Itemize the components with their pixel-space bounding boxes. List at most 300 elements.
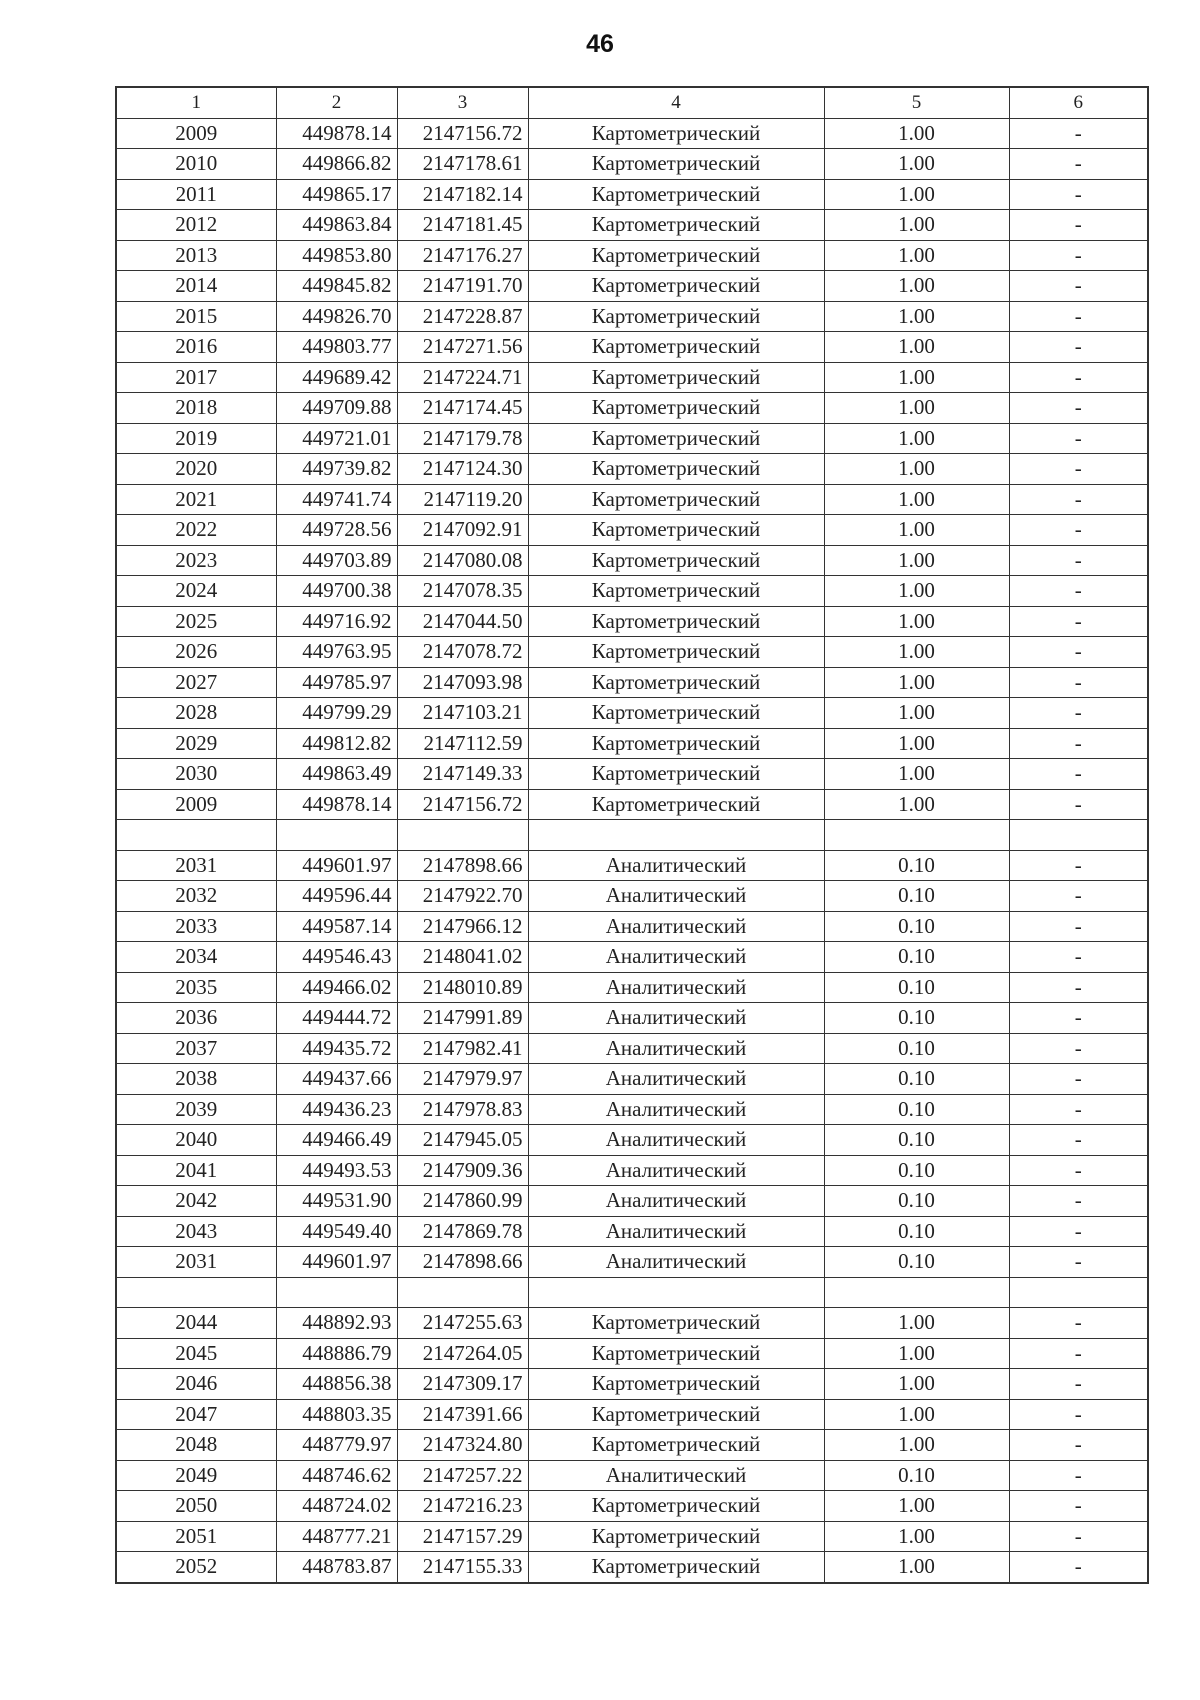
table-cell: Картометрический	[528, 1338, 824, 1369]
table-cell: 2026	[116, 637, 276, 668]
table-cell: Картометрический	[528, 179, 824, 210]
table-cell: Аналитический	[528, 972, 824, 1003]
table-cell: 2147119.20	[397, 484, 528, 515]
table-row	[116, 667, 1148, 698]
table-cell: Картометрический	[528, 606, 824, 637]
table-cell: 449596.44	[276, 881, 397, 912]
table-cell: 2011	[116, 179, 276, 210]
table-cell: 2051	[116, 1521, 276, 1552]
table-cell: 2038	[116, 1064, 276, 1095]
table-cell: -	[1009, 1064, 1148, 1095]
table-cell: -	[1009, 1491, 1148, 1522]
table-cell: -	[1009, 423, 1148, 454]
table-cell: 448746.62	[276, 1460, 397, 1491]
table-row	[116, 1521, 1148, 1552]
table-cell: 449878.14	[276, 118, 397, 149]
table-cell: 2027	[116, 667, 276, 698]
table-cell: Картометрический	[528, 759, 824, 790]
table-cell: 2147224.71	[397, 362, 528, 393]
table-cell	[397, 820, 528, 851]
separator-row	[116, 820, 1148, 851]
table-cell: Аналитический	[528, 911, 824, 942]
table-cell: 2147179.78	[397, 423, 528, 454]
table-cell: 2147103.21	[397, 698, 528, 729]
table-cell: -	[1009, 1125, 1148, 1156]
table-cell: 2147155.33	[397, 1552, 528, 1583]
table-cell	[276, 1277, 397, 1308]
table-cell: 1.00	[824, 210, 1009, 241]
table-row	[116, 1064, 1148, 1095]
table-cell: 449435.72	[276, 1033, 397, 1064]
table-cell: -	[1009, 1155, 1148, 1186]
table-cell: 448783.87	[276, 1552, 397, 1583]
table-cell: 2147178.61	[397, 149, 528, 180]
table-cell	[116, 820, 276, 851]
table-cell: -	[1009, 179, 1148, 210]
table-row	[116, 1430, 1148, 1461]
table-row	[116, 240, 1148, 271]
table-cell: 1.00	[824, 301, 1009, 332]
table-cell: 1.00	[824, 271, 1009, 302]
table-cell: 1.00	[824, 332, 1009, 363]
table-cell: -	[1009, 576, 1148, 607]
table-cell: 2030	[116, 759, 276, 790]
table-cell: 2147991.89	[397, 1003, 528, 1034]
table-cell: -	[1009, 911, 1148, 942]
table-row	[116, 1460, 1148, 1491]
table-row	[116, 942, 1148, 973]
table-cell: 2021	[116, 484, 276, 515]
table-cell: 0.10	[824, 1247, 1009, 1278]
table-cell: -	[1009, 240, 1148, 271]
table-cell: -	[1009, 637, 1148, 668]
table-cell: 2148010.89	[397, 972, 528, 1003]
table-cell: 0.10	[824, 1216, 1009, 1247]
table-row	[116, 972, 1148, 1003]
table-row	[116, 484, 1148, 515]
table-cell: 0.10	[824, 850, 1009, 881]
table-cell: 448892.93	[276, 1308, 397, 1339]
table-row	[116, 698, 1148, 729]
table-cell: 449863.49	[276, 759, 397, 790]
table-cell: 449826.70	[276, 301, 397, 332]
table-cell: 2147979.97	[397, 1064, 528, 1095]
table-cell: 1.00	[824, 1521, 1009, 1552]
page-number: 46	[586, 30, 614, 58]
table-cell: 2147257.22	[397, 1460, 528, 1491]
table-cell: Картометрический	[528, 698, 824, 729]
table-cell: 2147966.12	[397, 911, 528, 942]
table-cell: 449587.14	[276, 911, 397, 942]
table-row	[116, 332, 1148, 363]
table-cell: 2147174.45	[397, 393, 528, 424]
table-cell: 449785.97	[276, 667, 397, 698]
table-cell: 1.00	[824, 1369, 1009, 1400]
table-cell: 2147309.17	[397, 1369, 528, 1400]
table-cell: 0.10	[824, 1094, 1009, 1125]
table-body	[116, 87, 1148, 1583]
table-cell: 449863.84	[276, 210, 397, 241]
table-cell: 0.10	[824, 972, 1009, 1003]
table-cell: -	[1009, 1399, 1148, 1430]
table-cell: 2147149.33	[397, 759, 528, 790]
separator-row	[116, 1277, 1148, 1308]
table-cell: 1.00	[824, 759, 1009, 790]
column-header: 6	[1009, 87, 1148, 118]
table-cell: -	[1009, 972, 1148, 1003]
table-cell: 2147092.91	[397, 515, 528, 546]
table-cell: Картометрический	[528, 423, 824, 454]
table-cell: 2041	[116, 1155, 276, 1186]
table-cell: 2147124.30	[397, 454, 528, 485]
table-cell: 449763.95	[276, 637, 397, 668]
table-cell: 449601.97	[276, 850, 397, 881]
table-row	[116, 423, 1148, 454]
table-cell: -	[1009, 1247, 1148, 1278]
table-row	[116, 1033, 1148, 1064]
table-cell: 1.00	[824, 1430, 1009, 1461]
table-cell: -	[1009, 545, 1148, 576]
table-cell: -	[1009, 271, 1148, 302]
table-row	[116, 545, 1148, 576]
table-cell: 449866.82	[276, 149, 397, 180]
column-header: 1	[116, 87, 276, 118]
table-cell: -	[1009, 362, 1148, 393]
table-row	[116, 1338, 1148, 1369]
table-cell: Картометрический	[528, 1491, 824, 1522]
table-row	[116, 1216, 1148, 1247]
table-cell: 1.00	[824, 789, 1009, 820]
table-cell: 2147978.83	[397, 1094, 528, 1125]
table-cell: 0.10	[824, 1155, 1009, 1186]
table-row	[116, 362, 1148, 393]
table-cell: 449803.77	[276, 332, 397, 363]
table-cell: -	[1009, 789, 1148, 820]
table-cell: 2050	[116, 1491, 276, 1522]
table-cell: 2147898.66	[397, 850, 528, 881]
table-cell: 2147176.27	[397, 240, 528, 271]
table-cell: Картометрический	[528, 1430, 824, 1461]
table-cell: 2039	[116, 1094, 276, 1125]
column-header: 2	[276, 87, 397, 118]
table-cell	[1009, 1277, 1148, 1308]
table-cell: 0.10	[824, 1003, 1009, 1034]
table-cell: 449728.56	[276, 515, 397, 546]
table-cell: 2048	[116, 1430, 276, 1461]
table-cell: Картометрический	[528, 271, 824, 302]
table-row	[116, 515, 1148, 546]
table-cell: 0.10	[824, 1064, 1009, 1095]
table-cell: 2020	[116, 454, 276, 485]
table-cell	[528, 820, 824, 851]
table-cell: 2017	[116, 362, 276, 393]
table-cell: Аналитический	[528, 1460, 824, 1491]
table-cell: 2031	[116, 850, 276, 881]
table-cell: 449845.82	[276, 271, 397, 302]
table-cell: 448777.21	[276, 1521, 397, 1552]
coordinates-table	[115, 86, 1149, 1584]
table-row	[116, 850, 1148, 881]
table-row	[116, 1003, 1148, 1034]
table-cell: 449739.82	[276, 454, 397, 485]
table-cell: Картометрический	[528, 1399, 824, 1430]
table-cell: 2046	[116, 1369, 276, 1400]
table-row	[116, 1491, 1148, 1522]
table-cell: 449437.66	[276, 1064, 397, 1095]
table-cell: Аналитический	[528, 1003, 824, 1034]
table-cell: 2147216.23	[397, 1491, 528, 1522]
table-cell: 2147093.98	[397, 667, 528, 698]
table-cell: -	[1009, 850, 1148, 881]
table-cell: 2045	[116, 1338, 276, 1369]
table-cell: Аналитический	[528, 1033, 824, 1064]
table-row	[116, 759, 1148, 790]
table-cell: 2018	[116, 393, 276, 424]
table-header-row	[116, 87, 1148, 118]
table-cell	[276, 820, 397, 851]
table-cell: 1.00	[824, 728, 1009, 759]
table-cell: -	[1009, 332, 1148, 363]
table-cell: -	[1009, 942, 1148, 973]
table-cell: 2147181.45	[397, 210, 528, 241]
table-cell: 2049	[116, 1460, 276, 1491]
table-cell: -	[1009, 1338, 1148, 1369]
table-cell: 2147044.50	[397, 606, 528, 637]
table-cell: 1.00	[824, 484, 1009, 515]
table-row	[116, 1399, 1148, 1430]
table-row	[116, 301, 1148, 332]
table-cell: Аналитический	[528, 1094, 824, 1125]
table-cell: -	[1009, 759, 1148, 790]
table-cell: 2032	[116, 881, 276, 912]
table-cell	[397, 1277, 528, 1308]
table-cell: -	[1009, 1369, 1148, 1400]
table-row	[116, 606, 1148, 637]
table-row	[116, 789, 1148, 820]
table-cell: 2047	[116, 1399, 276, 1430]
table-cell: -	[1009, 118, 1148, 149]
table-cell: 449436.23	[276, 1094, 397, 1125]
table-cell: Картометрический	[528, 210, 824, 241]
table-cell: -	[1009, 1186, 1148, 1217]
table-cell: 2044	[116, 1308, 276, 1339]
table-cell: 449812.82	[276, 728, 397, 759]
table-cell: 449493.53	[276, 1155, 397, 1186]
table-cell: Аналитический	[528, 1186, 824, 1217]
table-cell: 2012	[116, 210, 276, 241]
table-cell: -	[1009, 1521, 1148, 1552]
table-cell: 0.10	[824, 1460, 1009, 1491]
column-header: 3	[397, 87, 528, 118]
table-cell: 2031	[116, 1247, 276, 1278]
table-cell: Картометрический	[528, 789, 824, 820]
table-cell: 448724.02	[276, 1491, 397, 1522]
table-cell: 1.00	[824, 667, 1009, 698]
table-cell: 2147898.66	[397, 1247, 528, 1278]
table-cell: 2015	[116, 301, 276, 332]
table-cell: Картометрический	[528, 1308, 824, 1339]
table-cell: -	[1009, 728, 1148, 759]
table-cell: -	[1009, 1094, 1148, 1125]
table-cell: 2036	[116, 1003, 276, 1034]
column-header: 5	[824, 87, 1009, 118]
table-row	[116, 1369, 1148, 1400]
table-cell: 0.10	[824, 881, 1009, 912]
table-row	[116, 179, 1148, 210]
table-cell: Картометрический	[528, 240, 824, 271]
table-row	[116, 881, 1148, 912]
table-cell: 1.00	[824, 545, 1009, 576]
table-cell: 1.00	[824, 698, 1009, 729]
table-cell: 2147157.29	[397, 1521, 528, 1552]
table-cell: 449466.02	[276, 972, 397, 1003]
table-cell: Аналитический	[528, 942, 824, 973]
table-cell: Картометрический	[528, 362, 824, 393]
table-cell: 2147080.08	[397, 545, 528, 576]
table-cell: 2028	[116, 698, 276, 729]
table-cell: -	[1009, 454, 1148, 485]
table-cell: 449721.01	[276, 423, 397, 454]
table-cell: Картометрический	[528, 484, 824, 515]
table-cell: 2024	[116, 576, 276, 607]
table-cell: -	[1009, 1216, 1148, 1247]
table-cell: 2010	[116, 149, 276, 180]
table-cell: 2035	[116, 972, 276, 1003]
table-cell: -	[1009, 1033, 1148, 1064]
table-row	[116, 728, 1148, 759]
table-cell: Аналитический	[528, 1125, 824, 1156]
table-cell: 2147182.14	[397, 179, 528, 210]
table-cell: 2147264.05	[397, 1338, 528, 1369]
table-row	[116, 1552, 1148, 1583]
table-cell: 2147860.99	[397, 1186, 528, 1217]
table-cell: 1.00	[824, 1399, 1009, 1430]
table-cell: 449865.17	[276, 179, 397, 210]
table-cell: 1.00	[824, 118, 1009, 149]
table-cell: -	[1009, 667, 1148, 698]
table-cell: 2034	[116, 942, 276, 973]
table-cell: Картометрический	[528, 1521, 824, 1552]
table-cell: 449444.72	[276, 1003, 397, 1034]
table-cell: -	[1009, 301, 1148, 332]
table-cell: Картометрический	[528, 1369, 824, 1400]
table-row	[116, 454, 1148, 485]
table-cell: 2148041.02	[397, 942, 528, 973]
table-cell: 449689.42	[276, 362, 397, 393]
table-cell: 448856.38	[276, 1369, 397, 1400]
table-cell	[528, 1277, 824, 1308]
table-cell: 2147112.59	[397, 728, 528, 759]
table-cell: -	[1009, 515, 1148, 546]
table-cell: 2147271.56	[397, 332, 528, 363]
table-cell: 2009	[116, 789, 276, 820]
table-cell: 449853.80	[276, 240, 397, 271]
table-row	[116, 1155, 1148, 1186]
table-cell: 0.10	[824, 1033, 1009, 1064]
table-cell: Картометрический	[528, 332, 824, 363]
table-cell: Картометрический	[528, 545, 824, 576]
table-cell: -	[1009, 1460, 1148, 1491]
table-cell: 1.00	[824, 637, 1009, 668]
table-cell: 449546.43	[276, 942, 397, 973]
table-cell: -	[1009, 606, 1148, 637]
table-cell: 449709.88	[276, 393, 397, 424]
table-cell: 1.00	[824, 179, 1009, 210]
table-cell: Аналитический	[528, 850, 824, 881]
table-cell: Картометрический	[528, 454, 824, 485]
table-cell: -	[1009, 1430, 1148, 1461]
table-row	[116, 1094, 1148, 1125]
table-cell: 2037	[116, 1033, 276, 1064]
table-cell: Картометрический	[528, 515, 824, 546]
table-cell: 448779.97	[276, 1430, 397, 1461]
table-cell	[116, 1277, 276, 1308]
table-cell: -	[1009, 1003, 1148, 1034]
table-cell: 2147078.72	[397, 637, 528, 668]
table-cell: -	[1009, 1308, 1148, 1339]
table-cell: 2025	[116, 606, 276, 637]
table-cell: -	[1009, 1552, 1148, 1583]
table-cell: 449700.38	[276, 576, 397, 607]
table-cell: 0.10	[824, 1125, 1009, 1156]
table-cell: 2147909.36	[397, 1155, 528, 1186]
table-cell: Картометрический	[528, 667, 824, 698]
table-cell: 449549.40	[276, 1216, 397, 1247]
table-cell: 448886.79	[276, 1338, 397, 1369]
table-cell: 1.00	[824, 149, 1009, 180]
table-cell: 2147255.63	[397, 1308, 528, 1339]
table-cell: 1.00	[824, 1338, 1009, 1369]
table-row	[116, 1247, 1148, 1278]
table-cell: 449741.74	[276, 484, 397, 515]
table-row	[116, 1186, 1148, 1217]
table-cell: 2013	[116, 240, 276, 271]
table-cell: Картометрический	[528, 149, 824, 180]
table-cell: Аналитический	[528, 1155, 824, 1186]
table-cell: 0.10	[824, 942, 1009, 973]
table-row	[116, 210, 1148, 241]
table-cell: 1.00	[824, 1491, 1009, 1522]
table-cell: 1.00	[824, 454, 1009, 485]
table-cell: 1.00	[824, 606, 1009, 637]
table-cell: Картометрический	[528, 301, 824, 332]
table-cell: 2023	[116, 545, 276, 576]
table-cell: 2033	[116, 911, 276, 942]
table-cell: Картометрический	[528, 1552, 824, 1583]
table-cell: 1.00	[824, 393, 1009, 424]
table-cell: 449531.90	[276, 1186, 397, 1217]
table-cell	[824, 820, 1009, 851]
table-cell: -	[1009, 149, 1148, 180]
table-cell: Аналитический	[528, 881, 824, 912]
table-cell	[1009, 820, 1148, 851]
table-row	[116, 271, 1148, 302]
table-cell: 449703.89	[276, 545, 397, 576]
table-cell: Аналитический	[528, 1247, 824, 1278]
table-cell: 2147191.70	[397, 271, 528, 302]
table-cell: 2040	[116, 1125, 276, 1156]
table-cell: Картометрический	[528, 637, 824, 668]
table-row	[116, 149, 1148, 180]
table-cell: 2042	[116, 1186, 276, 1217]
table-cell: 2147869.78	[397, 1216, 528, 1247]
table-cell: 1.00	[824, 576, 1009, 607]
table-row	[116, 1308, 1148, 1339]
table-cell: 449466.49	[276, 1125, 397, 1156]
table-cell: 2009	[116, 118, 276, 149]
table-cell: 1.00	[824, 515, 1009, 546]
table-cell: Аналитический	[528, 1064, 824, 1095]
